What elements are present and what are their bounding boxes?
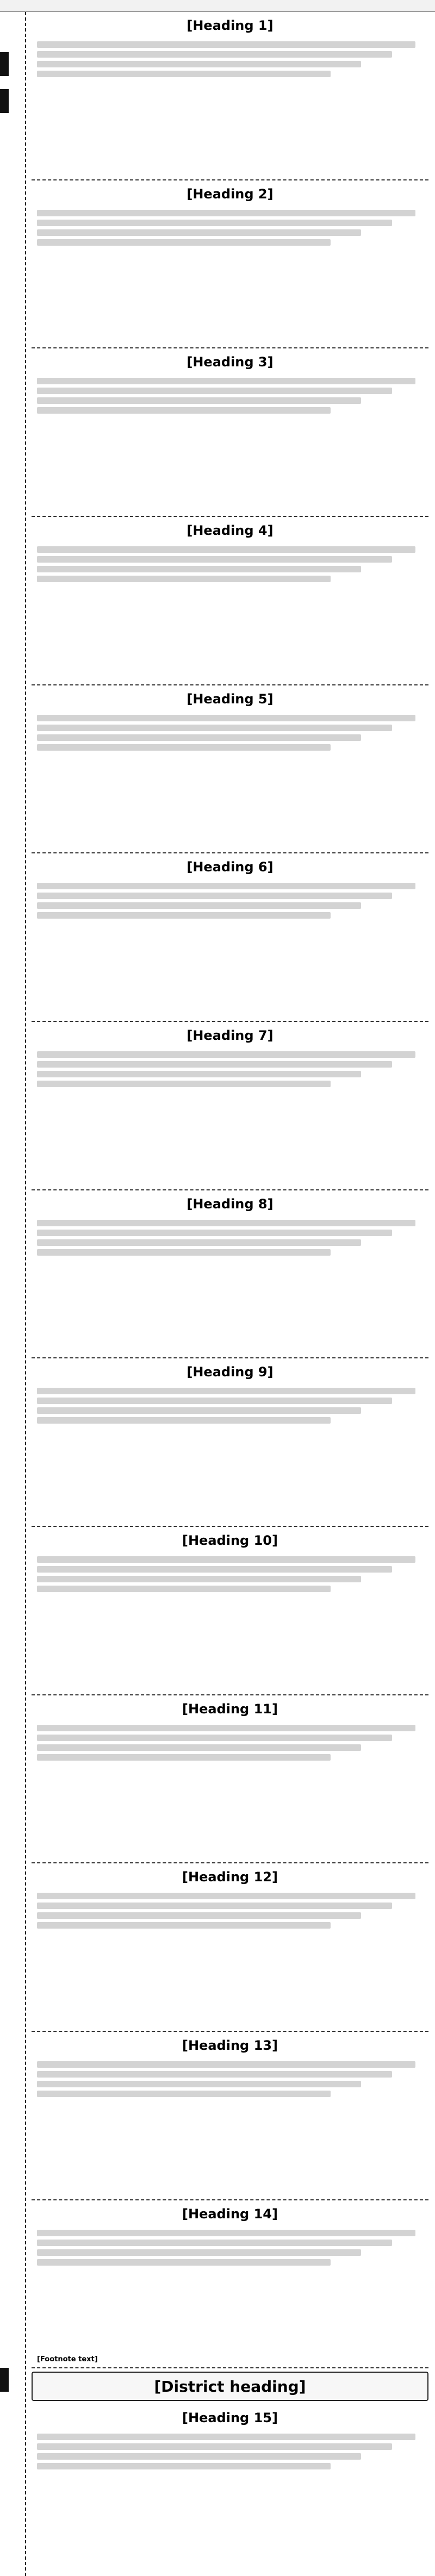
text-line [37,1417,331,1424]
text-line [37,1407,361,1414]
text-line [37,1081,331,1087]
section-title: [Heading 3] [187,354,274,370]
section-title: [Heading 8] [187,1196,274,1212]
text-line [37,1903,392,1909]
section-body [37,543,423,681]
text-line [37,2434,415,2440]
section [32,2032,428,2200]
left-margin-mark [0,2368,9,2392]
section-title: [Heading 6] [187,859,274,875]
section-title: [Heading 5] [187,691,274,707]
text-line [37,1398,392,1404]
text-line [37,71,331,77]
section [32,1527,428,1695]
text-line [37,1230,392,1236]
top-strip [0,0,435,12]
text-line [37,744,331,751]
text-line [37,2259,331,2266]
section [32,1695,428,1864]
text-line [37,734,361,741]
section-body [37,38,423,176]
section-title: [Heading 1] [187,18,274,33]
text-line [37,1220,415,1226]
text-line [37,2443,392,2450]
section [32,1022,428,1190]
text-line [37,2463,331,2469]
section-body [37,1048,423,1186]
section-body [37,1722,423,1860]
section-body [37,712,423,850]
text-line [37,893,392,899]
text-line [37,1051,415,1058]
section-body [37,2226,423,2352]
text-line [37,576,331,582]
text-line [37,1556,415,1563]
text-line [37,1061,392,1068]
text-line [37,2061,415,2068]
text-line [37,2240,392,2246]
text-line [37,1239,361,1246]
text-line [37,1754,331,1761]
section-title: [Heading 14] [182,2206,278,2222]
section-title: [Heading 4] [187,523,274,539]
text-line [37,1735,392,1741]
text-line [37,2453,361,2460]
text-line [37,1744,361,1751]
text-line [37,41,415,48]
text-line [37,1893,415,1899]
text-line [37,239,331,246]
section-body [37,375,423,513]
text-line [37,1388,415,1394]
text-line [37,210,415,216]
left-dashed-rule [25,12,26,2576]
text-line [37,1576,361,1582]
section [32,1358,428,1527]
text-line [37,2091,331,2097]
section [32,853,428,1022]
text-line [37,546,415,553]
text-line [37,220,392,226]
text-line [37,1912,361,1919]
section-title: [Heading 15] [182,2410,278,2426]
section [32,2404,428,2572]
text-line [37,1249,331,1256]
district-banner: [District heading] [32,2372,428,2401]
section [32,180,428,349]
section-body [37,880,423,1018]
text-line [37,61,361,67]
section-body [37,2058,423,2196]
section-body [37,1553,423,1691]
section [32,2200,428,2369]
section [32,517,428,685]
left-margin-mark [0,52,9,76]
section-title: [Heading 9] [187,1364,274,1380]
section-body [37,1889,423,2028]
text-line [37,902,361,909]
text-line [37,912,331,919]
text-line [37,2249,361,2256]
section [32,12,428,180]
text-line [37,407,331,414]
section-title: [Heading 12] [182,1869,278,1885]
text-line [37,566,361,572]
section [32,1190,428,1359]
text-line [37,2071,392,2078]
section [32,1863,428,2032]
section-body [37,207,423,345]
text-line [37,2230,415,2236]
text-line [37,378,415,384]
text-line [37,1586,331,1592]
section-title: [Heading 13] [182,2038,278,2054]
text-line [37,1725,415,1731]
text-line [37,1566,392,1573]
text-line [37,1071,361,1077]
section-title: [Heading 10] [182,1533,278,1549]
text-line [37,397,361,404]
section [32,348,428,517]
text-line [37,51,392,58]
text-line [37,715,415,721]
section-note: [Footnote text] [37,2355,98,2363]
section [32,685,428,854]
text-line [37,388,392,394]
text-line [37,883,415,889]
text-line [37,725,392,731]
left-margin-mark [0,89,9,113]
section-title: [Heading 11] [182,1701,278,1717]
text-line [37,556,392,563]
text-line [37,229,361,236]
section-title: [Heading 7] [187,1028,274,1044]
section-body [37,2430,423,2568]
text-line [37,1922,331,1929]
section-body [37,1217,423,1355]
section-title: [Heading 2] [187,186,274,202]
section-body [37,1384,423,1523]
text-line [37,2081,361,2087]
